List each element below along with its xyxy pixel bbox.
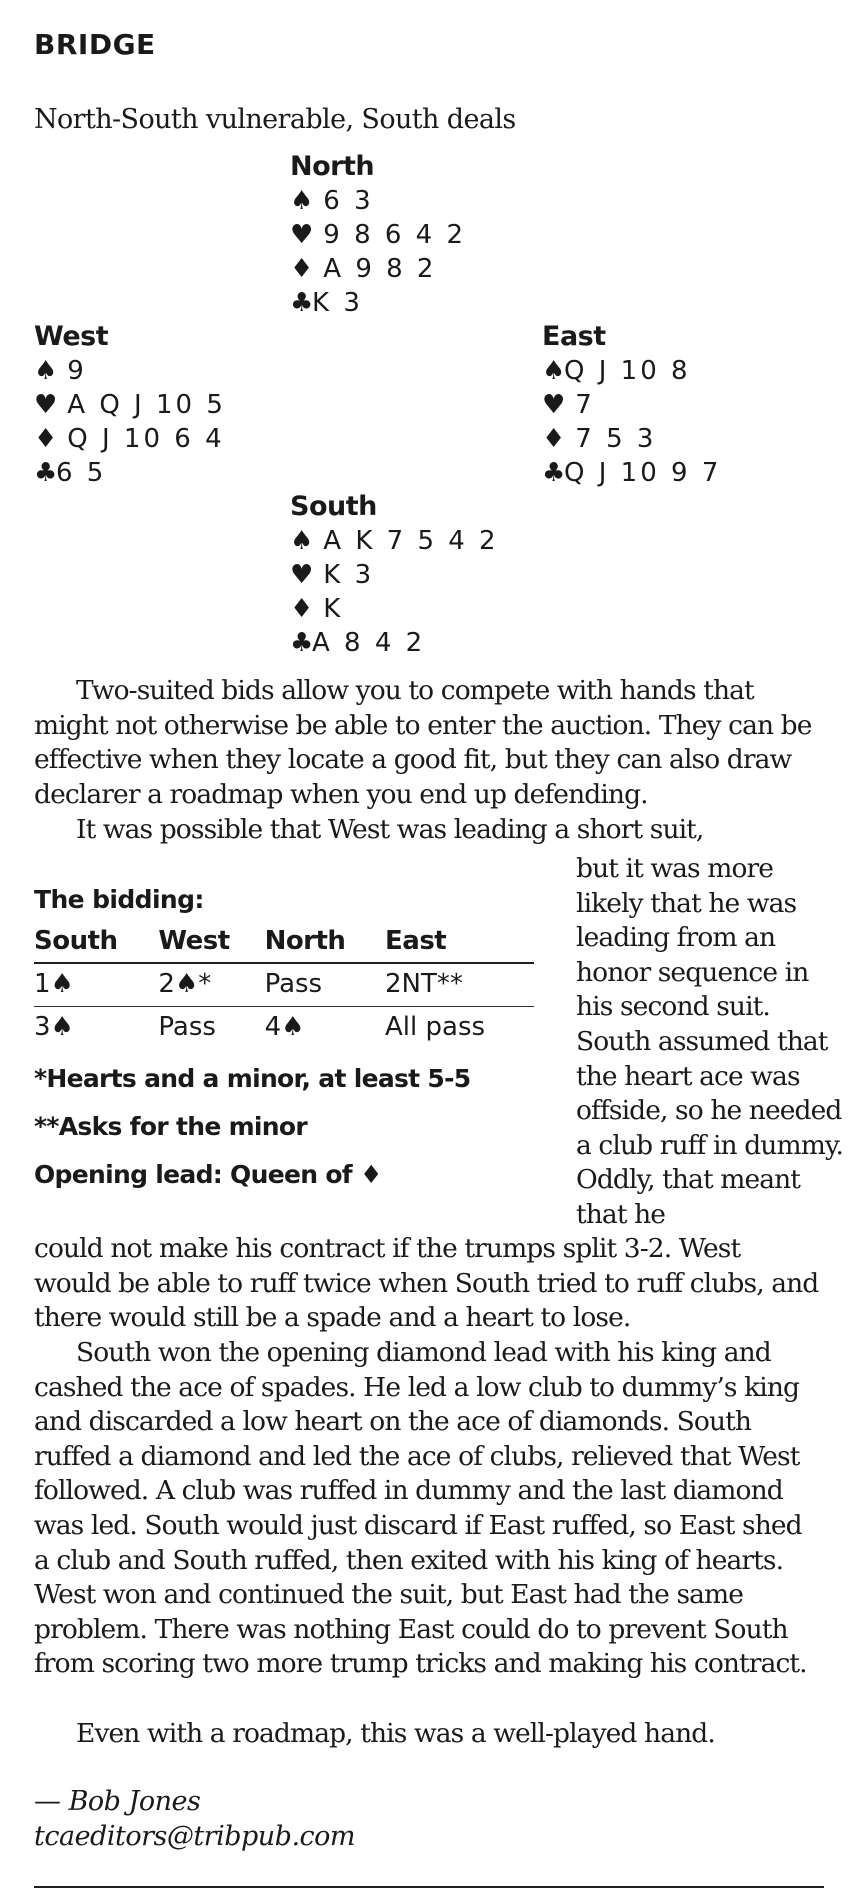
bottom-divider	[34, 1886, 824, 1888]
spades-row	[34, 354, 226, 388]
hearts-cards: A Q J 10 5	[67, 390, 226, 420]
diamonds-row	[542, 422, 721, 456]
club-icon: ♣	[290, 628, 314, 658]
spades-cards: Q J 10 8	[564, 356, 691, 386]
hand-south	[290, 490, 499, 660]
heart-icon: ♥	[34, 390, 58, 420]
diamonds-cards: K	[323, 594, 344, 624]
diamond-icon: ♦	[34, 424, 58, 454]
spade-icon: ♠	[34, 356, 58, 386]
hand-name: South	[290, 491, 377, 522]
clubs-cards: K 3	[312, 288, 363, 318]
diamonds-row	[34, 422, 226, 456]
spades-cards: A K 7 5 4 2	[323, 526, 499, 556]
bid-cell: All pass	[385, 1012, 486, 1042]
hearts-cards: 7	[575, 390, 595, 420]
article-paragraph-2-rest: could not make his contract if the trumps split 3-2. West would be able to ruff twice when South tried to ruff clubs, and there would still be a spade and a heart to lose.	[34, 1233, 819, 1334]
bid-cell: Pass	[265, 963, 385, 1007]
article-paragraph-4: Even with a roadmap, this was a well-played hand.	[76, 1718, 715, 1749]
spades-row	[290, 184, 466, 218]
heart-icon: ♥	[290, 560, 314, 590]
club-icon: ♣	[34, 458, 58, 488]
diamonds-cards: A 9 8 2	[323, 254, 437, 284]
bidding-row	[34, 963, 534, 1007]
clubs-row	[290, 626, 499, 660]
spades-row	[290, 524, 499, 558]
heart-icon: ♥	[542, 390, 566, 420]
clubs-cards: A 8 4 2	[312, 628, 426, 658]
spade-icon: ♠	[542, 356, 566, 386]
bidding-row	[34, 1007, 534, 1050]
diamonds-row	[290, 252, 466, 286]
bid-cell: Pass	[158, 1012, 216, 1042]
bidding-header: East	[385, 926, 534, 963]
diamonds-cards: 7 5 3	[575, 424, 657, 454]
byline-author: — Bob Jones	[34, 1786, 201, 1817]
bid-cell: 4♠	[264, 1012, 305, 1042]
bidding-table	[34, 926, 534, 1049]
clubs-row	[34, 456, 226, 490]
hand-west	[34, 320, 226, 490]
column-title: BRIDGE	[34, 28, 156, 61]
club-icon: ♣	[542, 458, 566, 488]
hand-north	[290, 150, 466, 320]
bid-cell: 1♠	[34, 963, 158, 1007]
diamond-icon: ♦	[542, 424, 566, 454]
bid-cell: 2NT**	[385, 963, 534, 1007]
article-paragraph-3: South won the opening diamond lead with his king and cashed the ace of spades. He led a low club to dummy’s king and discarded a low heart on the ace of diamonds. South ruffed a diamond and led the ace of clubs, relieved that West followed. A club was ruffed in dummy and the last diamond was led. South would just discard if East ruffed, so East shed a club and South ruffed, then exited with his king of hearts. West won and continued the suit, but East had the same problem. There was nothing East could do to prevent South from scoring two more trump tricks and making his contract.	[34, 1337, 807, 1680]
hearts-row	[34, 388, 226, 422]
hearts-row	[542, 388, 721, 422]
article-paragraph-2-lead: It was possible that West was leading a short suit,	[76, 814, 704, 845]
hearts-cards: K 3	[323, 560, 375, 590]
hearts-cards: 9 8 6 4 2	[323, 220, 467, 250]
bidding-title: The bidding:	[34, 885, 204, 914]
clubs-row	[290, 286, 466, 320]
bidding-note-2: **Asks for the minor	[34, 1112, 307, 1141]
diamonds-row	[290, 592, 499, 626]
article-paragraph-2-wrap: but it was more likely that he was leading from an honor sequence in his second suit. South assumed that the heart ace was offside, so he needed a club ruff in dummy. Oddly, that meant that he	[576, 853, 843, 1230]
article-paragraph-1: Two-suited bids allow you to compete with hands that might not otherwise be able to enter the auction. They can be effective when they locate a good fit, but they can also draw declarer a roadmap when you end up defending.	[34, 675, 812, 810]
clubs-cards: 6 5	[56, 458, 107, 488]
bidding-header: West	[158, 926, 264, 963]
hearts-row	[290, 558, 499, 592]
byline-email: tcaeditors@tribpub.com	[34, 1821, 356, 1852]
bidding-header: South	[34, 926, 158, 963]
hearts-row	[290, 218, 466, 252]
clubs-cards: Q J 10 9 7	[564, 458, 722, 488]
bidding-header: North	[265, 926, 385, 963]
opening-lead: Opening lead: Queen of ♦	[34, 1160, 382, 1189]
diamond-icon: ♦	[290, 594, 314, 624]
spades-row	[542, 354, 721, 388]
spades-cards: 6 3	[323, 186, 374, 216]
club-icon: ♣	[290, 288, 314, 318]
heart-icon: ♥	[290, 220, 314, 250]
hand-name: West	[34, 321, 109, 352]
vulnerability-line: North-South vulnerable, South deals	[34, 104, 516, 135]
clubs-row	[542, 456, 721, 490]
bidding-note-1: *Hearts and a minor, at least 5-5	[34, 1064, 471, 1093]
hand-name: North	[290, 151, 375, 182]
spades-cards: 9	[67, 356, 87, 386]
hand-east	[542, 320, 721, 490]
bid-cell: 2♠*	[158, 963, 264, 1007]
spade-icon: ♠	[290, 186, 314, 216]
hand-name: East	[542, 321, 606, 352]
diamonds-cards: Q J 10 6 4	[67, 424, 225, 454]
diamond-icon: ♦	[290, 254, 314, 284]
spade-icon: ♠	[290, 526, 314, 556]
bid-cell: 3♠	[34, 1012, 74, 1042]
bidding-header-row	[34, 926, 534, 963]
